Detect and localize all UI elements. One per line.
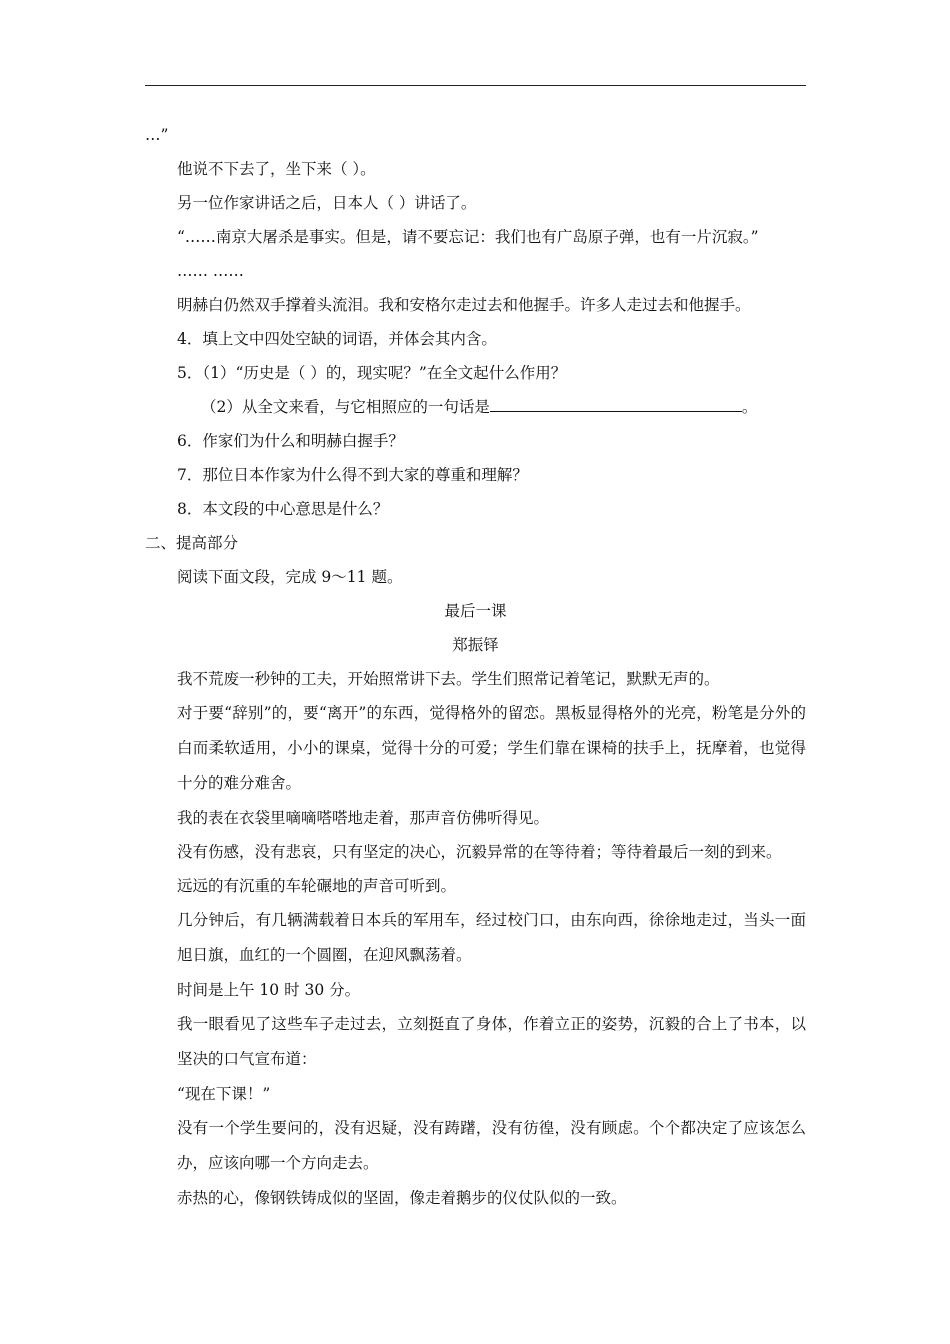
question-5-part-2 bbox=[145, 390, 806, 424]
question-4: 4．填上文中四处空缺的词语，并体会其内含。 bbox=[177, 330, 497, 348]
text-line: 明赫白仍然双手撑着头流泪。我和安格尔走过去和他握手。许多人走过去和他握手。 bbox=[177, 296, 751, 314]
text-line: 另一位作家讲话之后，日本人（ ）讲话了。 bbox=[177, 194, 477, 212]
passage-paragraph: 我不荒废一秒钟的工夫，开始照常讲下去。学生们照常记着笔记，默默无声的。 bbox=[177, 670, 720, 688]
document-body bbox=[145, 118, 806, 1215]
question-8: 8．本文段的中心意思是什么？ bbox=[177, 500, 389, 518]
question-5-part-2-end: 。 bbox=[741, 398, 758, 416]
question-6: 6．作家们为什么和明赫白握手？ bbox=[177, 432, 404, 450]
passage-paragraph: 没有一个学生要问的，没有迟疑，没有踌躇，没有彷徨，没有顾虑。个个都决定了应该怎么办，应该向哪一个方向走去。 bbox=[177, 1119, 806, 1172]
section-heading: 二、提高部分 bbox=[145, 534, 239, 552]
header-rule bbox=[145, 85, 806, 86]
passage-paragraph: 没有伤感，没有悲哀，只有坚定的决心，沉毅异常的在等待着；等待着最后一刻的到来。 bbox=[177, 843, 782, 861]
section-instruction: 阅读下面文段，完成 9～11 题。 bbox=[177, 568, 403, 586]
ellipsis-quote-line: …” bbox=[145, 126, 169, 144]
passage-paragraph: 我的表在衣袋里嘀嘀嗒嗒地走着，那声音仿佛听得见。 bbox=[177, 809, 550, 827]
text-line: “……南京大屠杀是事实。但是，请不要忘记：我们也有广岛原子弹，也有一片沉寂。” bbox=[177, 228, 759, 246]
passage-paragraph: 时间是上午 10 时 30 分。 bbox=[177, 981, 361, 999]
passage-paragraph: 远远的有沉重的车轮碾地的声音可听到。 bbox=[177, 877, 457, 895]
passage-author: 郑振铎 bbox=[452, 636, 499, 654]
passage-paragraph: 几分钟后，有几辆满载着日本兵的军用车，经过校门口，由东向西，徐徐地走过，当头一面旭日旗，血红的一个圆圈，在迎风飘荡着。 bbox=[177, 911, 806, 964]
passage-paragraph: “现在下课！” bbox=[177, 1085, 271, 1103]
passage-paragraph: 我一眼看见了这些车子走过去，立刻挺直了身体，作着立正的姿势，沉毅的合上了书本，以坚决的口气宣布道： bbox=[177, 1015, 806, 1068]
question-5-part-1: 5．（1）“历史是（ ）的，现实呢？”在全文起什么作用？ bbox=[177, 364, 567, 382]
passage-paragraph: 对于要“辞别”的，要“离开”的东西，觉得格外的留恋。黑板显得格外的光亮，粉笔是分外的白而柔软适用，小小的课桌，觉得十分的可爱；学生们靠在课椅的扶手上，抚摩着，也觉得十分的难分难舍。 bbox=[177, 704, 806, 792]
passage-paragraph: 赤热的心，像钢铁铸成似的坚固，像走着鹅步的仪仗队似的一致。 bbox=[177, 1189, 627, 1207]
question-5-part-2-text: （2）从全文来看，与它相照应的一句话是 bbox=[201, 398, 490, 416]
text-line: 他说不下去了，坐下来（ ）。 bbox=[177, 160, 376, 178]
passage-title: 最后一课 bbox=[444, 602, 507, 620]
ellipsis-line: …… …… bbox=[177, 262, 244, 280]
answer-blank bbox=[490, 395, 742, 412]
question-7: 7．那位日本作家为什么得不到大家的尊重和理解？ bbox=[177, 466, 528, 484]
